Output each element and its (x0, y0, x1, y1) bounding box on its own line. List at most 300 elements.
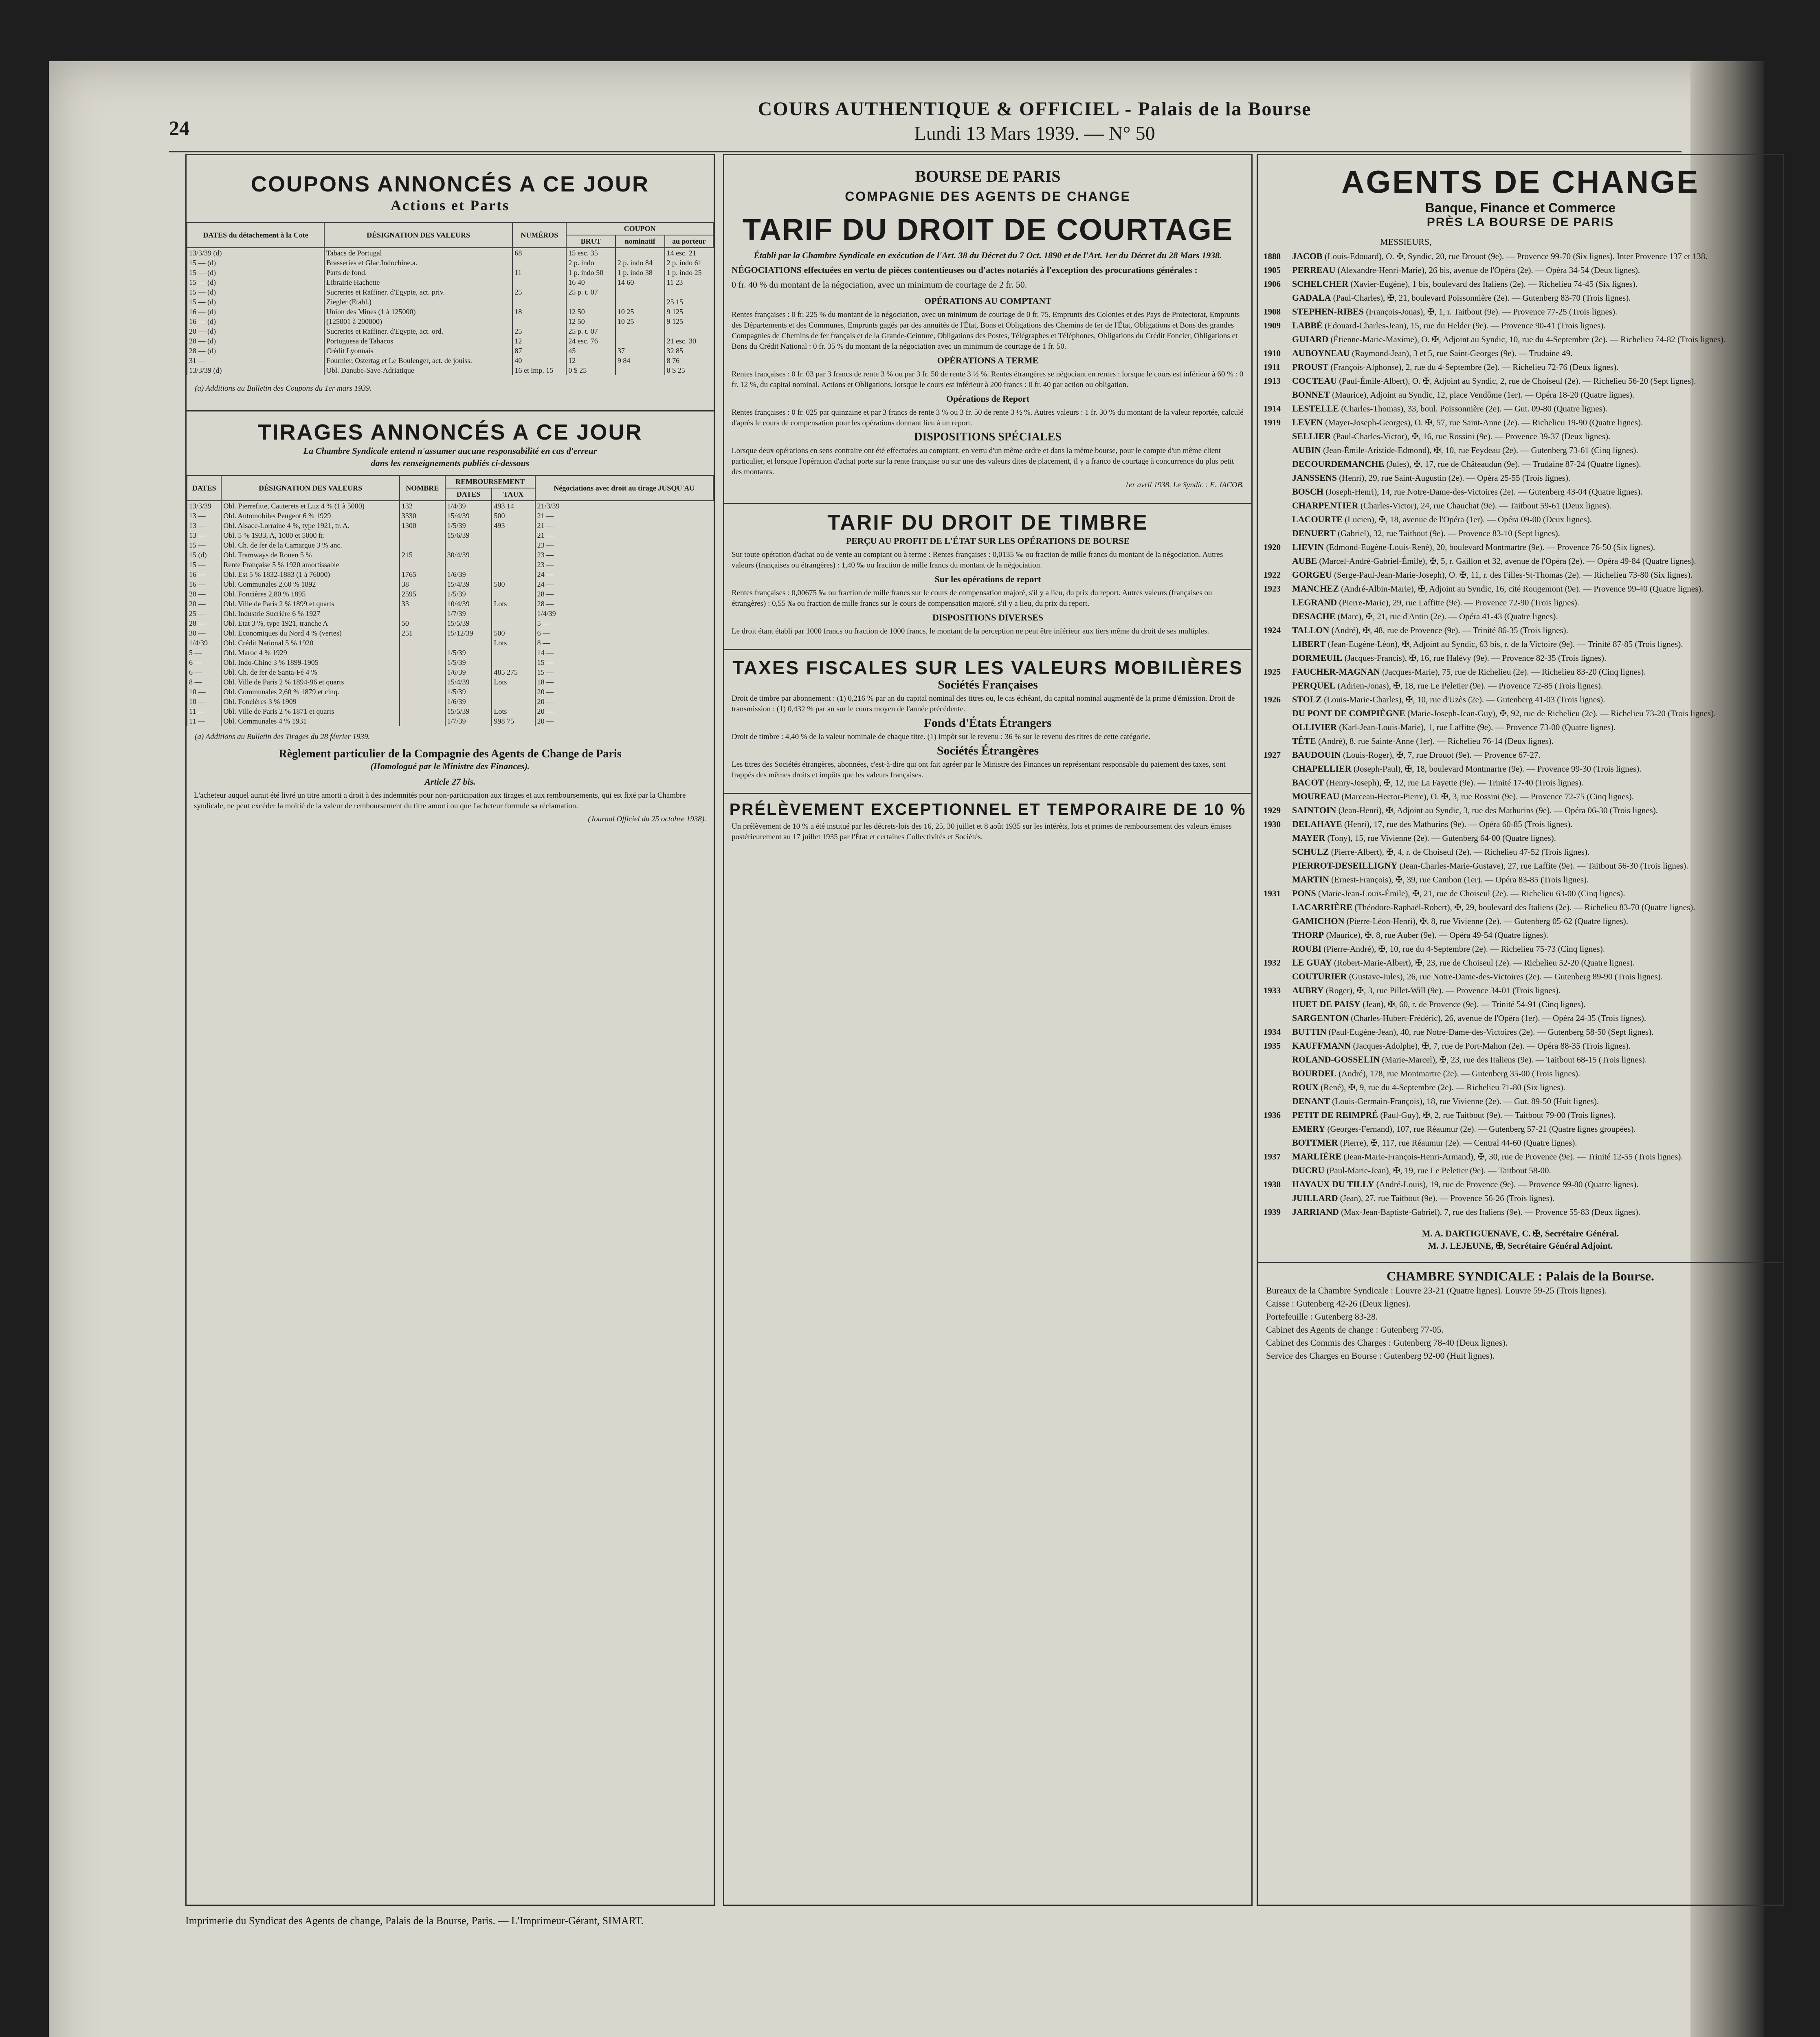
coupon-cell: Union des Mines (1 à 125000) (324, 307, 512, 317)
agent-entry (1264, 1151, 1777, 1162)
agent-details: (Théodore-Raphaël-Robert), ✠, 29, boulevard des Italiens (2e). — Richelieu 83-70 (Quatre lignes). (1354, 902, 1695, 912)
agent-name: LACARRIÈRE (1292, 902, 1352, 912)
agent-name: SCHULZ (1292, 847, 1329, 857)
agent-entry (1264, 680, 1777, 691)
tirages-subtitle-1: La Chambre Syndicale entend n'assumer aucune responsabilité en cas d'erreur (303, 446, 597, 456)
tirage-cell: Lots (492, 677, 535, 687)
coupon-cell: 24 esc. 76 (566, 336, 615, 346)
publication-date: Lundi 13 Mars 1939. — N° 50 (914, 123, 1155, 144)
societes-etrangeres-text: Les titres des Sociétés étrangères, abonnées, c'est-à-dire qui ont fait agréer par le Ministre des Finances un représentant responsable du paiement des taxes, sont frappés des mêmes droits et impôts que les valeurs françaises. (732, 760, 1226, 779)
tirage-row (187, 677, 713, 687)
coupon-cell: 1 p. indo 25 (665, 268, 713, 277)
coupon-cell (512, 277, 566, 287)
tirage-cell: Obl. Ville de Paris 2 % 1894-96 et quarts (221, 677, 400, 687)
agent-entry (1264, 348, 1777, 359)
agent-entry (1264, 458, 1777, 470)
tirage-cell: 500 (492, 511, 535, 521)
tirage-cell: 21 — (535, 530, 713, 540)
agent-name: LE GUAY (1292, 957, 1332, 968)
tirage-cell (400, 530, 445, 540)
agent-name: PERREAU (1292, 265, 1336, 275)
agent-details: (Marcel-André-Gabriel-Émile), ✠, 5, r. Gaillon et 32, avenue de l'Opéra (2e). — Opéra 49-84 (Quatre lignes). (1319, 556, 1696, 566)
tirage-cell: 16 — (187, 570, 221, 579)
agent-details: (Henry-Joseph), ✠, 12, rue La Fayette (9e). — Trinité 17-40 (Trois lignes). (1326, 778, 1584, 788)
agent-name: DENUERT (1292, 528, 1336, 538)
agent-entry (1264, 999, 1777, 1010)
agent-entry (1264, 888, 1777, 899)
agent-name: SCHELCHER (1292, 279, 1349, 289)
tirage-cell: Obl. Foncières 3 % 1909 (221, 697, 400, 706)
tirage-cell: Obl. Ch. de fer de la Camargue 3 % anc. (221, 540, 400, 550)
header-rule (169, 151, 1682, 152)
imprint-footer: Imprimerie du Syndicat des Agents de change, Palais de la Bourse, Paris. — L'Imprimeur-Gérant, SIMART. (185, 1915, 644, 1927)
agent-name: JACOB (1292, 251, 1323, 261)
tirage-cell: 1/4/39 (187, 638, 221, 648)
agent-details: (Adrien-Jonas), ✠, 18, rue Le Peletier (9e). — Provence 72-85 (Trois lignes). (1337, 681, 1603, 691)
coupons-group-coupon: COUPON (566, 222, 713, 235)
tirage-cell (445, 638, 492, 648)
messieurs-label: MESSIEURS, (1380, 237, 1432, 247)
terme-heading: OPÉRATIONS A TERME (937, 355, 1039, 365)
tirage-cell: 8 — (535, 638, 713, 648)
coupon-cell: 15 — (d) (187, 268, 324, 277)
chambre-line: Portefeuille : Gutenberg 83-28. (1266, 1311, 1378, 1322)
agent-details: (Paul-Eugène-Jean), 40, rue Notre-Dame-des-Victoires (2e). — Gutenberg 58-50 (Sept lignes). (1328, 1027, 1654, 1037)
tirage-cell: 1/5/39 (445, 648, 492, 658)
timbre-text: Sur toute opération d'achat ou de vente au comptant ou à terme : Rentes françaises : 0,0135 ‰ ou fraction de mille francs du montant de la négociation. Autres valeurs (françaises ou étrangères) : 1,40 ‰ ou fraction de mille francs du montant de la négociation. (732, 550, 1223, 570)
agent-year: 1909 (1264, 321, 1281, 330)
coupon-cell (615, 287, 665, 297)
agent-details: (Karl-Jean-Louis-Marie), 1, rue Laffitte (9e). — Provence 73-00 (Quatre lignes). (1339, 722, 1616, 732)
tirage-row (187, 638, 713, 648)
agent-name: EMERY (1292, 1124, 1325, 1134)
agent-name: AUBOYNEAU (1292, 348, 1350, 358)
coupon-cell: 12 (566, 356, 615, 365)
agent-name: BAUDOUIN (1292, 750, 1341, 760)
agent-name: MANCHEZ (1292, 583, 1339, 594)
tirage-row (187, 521, 713, 530)
coupon-cell: 16 — (d) (187, 317, 324, 326)
agent-entry (1264, 1026, 1777, 1038)
agent-details: (Xavier-Eugène), 1 bis, boulevard des Italiens (2e). — Richelieu 74-45 (Six lignes). (1350, 279, 1638, 289)
coupon-row (187, 346, 713, 356)
tirage-cell: 1/7/39 (445, 716, 492, 726)
agent-year: 1927 (1264, 750, 1281, 760)
agent-details: (Jean-Marie-François-Henri-Armand), ✠, 30, rue de Provence (9e). — Trinité 12-55 (Trois lignes). (1343, 1152, 1683, 1161)
tirage-cell: Obl. Ville de Paris 2 % 1899 et quarts (221, 599, 400, 609)
tirage-cell: Obl. Etat 3 %, type 1921, tranche A (221, 618, 400, 628)
coupon-cell (512, 317, 566, 326)
agent-name: PERQUEL (1292, 680, 1336, 691)
coupon-cell: 8 76 (665, 356, 713, 365)
agent-details: (Marie-Marcel), ✠, 23, rue des Italiens (9e). — Taitbout 68-15 (Trois lignes). (1382, 1055, 1647, 1065)
coupon-row (187, 326, 713, 336)
agent-details: (Marc), ✠, 21, rue d'Antin (2e). — Opéra 41-43 (Quatre lignes). (1337, 612, 1558, 621)
agent-entry (1264, 638, 1777, 650)
tirage-cell (492, 530, 535, 540)
coupon-cell (512, 297, 566, 307)
tirage-cell: 15/12/39 (445, 628, 492, 638)
coupon-row (187, 248, 713, 258)
agent-year: 1914 (1264, 404, 1281, 414)
bourse-heading: BOURSE DE PARIS (915, 167, 1061, 185)
agent-year: 1920 (1264, 542, 1281, 552)
tirage-cell: Obl. Tramways de Rouen 5 % (221, 550, 400, 560)
timbre-subtitle: PERÇU AU PROFIT DE L'ÉTAT SUR LES OPÉRATIONS DE BOURSE (846, 536, 1130, 546)
agent-entry (1264, 1179, 1777, 1190)
coupon-cell: 45 (566, 346, 615, 356)
agent-name: BOSCH (1292, 486, 1324, 497)
tirage-cell: 15 — (187, 540, 221, 550)
coupon-cell: 37 (615, 346, 665, 356)
agent-entry (1264, 292, 1777, 304)
agent-entry (1264, 735, 1777, 747)
courtage-title: TARIF DU DROIT DE COURTAGE (742, 213, 1233, 246)
tirage-cell: 6 — (187, 667, 221, 677)
agent-entry (1264, 860, 1777, 871)
tirage-row (187, 618, 713, 628)
coupons-col-porteur: au porteur (665, 235, 713, 248)
tirages-col-designation: DÉSIGNATION DES VALEURS (221, 475, 400, 501)
coupon-cell: Fournier, Ostertag et Le Boulenger, act. de jouiss. (324, 356, 512, 365)
agent-details: (Raymond-Jean), 3 et 5, rue Saint-Georges (9e). — Trudaine 49. (1352, 348, 1573, 358)
tirage-row (187, 579, 713, 589)
coupon-cell: 15 — (d) (187, 287, 324, 297)
agent-details: (Ernest-François), ✠, 39, rue Cambon (1er). — Opéra 83-85 (Trois lignes). (1331, 875, 1589, 884)
agent-details: (André-Louis), 19, rue de Provence (9e). — Provence 99-80 (Quatre lignes). (1376, 1179, 1639, 1189)
article-number: Article 27 bis. (424, 777, 476, 787)
coupon-cell (615, 326, 665, 336)
agent-details: (Georges-Fernand), 107, rue Réaumur (2e). — Gutenberg 57-21 (Quatre lignes groupées). (1327, 1124, 1636, 1134)
coupon-cell: Ziegler (Etabl.) (324, 297, 512, 307)
tirage-cell (492, 697, 535, 706)
agent-details: (André-Albin-Marie), ✠, Adjoint au Syndic, 16, cité Rougemont (9e). — Provence 99-40 (Quatre lignes). (1341, 584, 1704, 594)
coupon-cell: 25 15 (665, 297, 713, 307)
compagnie-heading: COMPAGNIE DES AGENTS DE CHANGE (845, 189, 1131, 204)
coupon-cell: 0 $ 25 (566, 365, 615, 375)
agent-name: LESTELLE (1292, 403, 1339, 414)
coupon-cell: Portuguesa de Tabacos (324, 336, 512, 346)
agent-entry (1264, 1137, 1777, 1148)
tirage-cell: 20 — (535, 687, 713, 697)
agent-details: (Serge-Paul-Jean-Marie-Joseph), O. ✠, 11, r. des Filles-St-Thomas (2e). — Richelieu 73-80 (Six lignes). (1334, 570, 1693, 580)
coupon-row (187, 307, 713, 317)
tirage-cell: 21 — (535, 521, 713, 530)
agent-details: (Roger), ✠, 3, rue Pillet-Will (9e). — Provence 34-01 (Trois lignes). (1325, 986, 1561, 995)
tirage-cell: 1/6/39 (445, 697, 492, 706)
agent-entry (1264, 915, 1777, 927)
agent-name: JARRIAND (1292, 1207, 1339, 1217)
agent-entry (1264, 583, 1777, 594)
tirage-cell: 1/7/39 (445, 609, 492, 618)
tirage-cell: 493 14 (492, 501, 535, 511)
coupon-row (187, 317, 713, 326)
agent-details: (René), ✠, 9, rue du 4-Septembre (2e). — Richelieu 71-80 (Six lignes). (1321, 1082, 1565, 1092)
agent-entry (1264, 749, 1777, 761)
tirage-cell: Obl. Ville de Paris 2 % 1871 et quarts (221, 706, 400, 716)
tirage-cell: 23 — (535, 550, 713, 560)
tirage-row (187, 697, 713, 706)
coupon-cell: 13/3/39 (d) (187, 248, 324, 258)
agent-name: CHARPENTIER (1292, 500, 1358, 510)
tirage-cell: 2595 (400, 589, 445, 599)
agent-name: AUBRY (1292, 985, 1324, 995)
tirage-cell: 28 — (535, 589, 713, 599)
agent-name: FAUCHER-MAGNAN (1292, 667, 1380, 677)
tirage-cell: 3330 (400, 511, 445, 521)
agent-entry (1264, 375, 1777, 387)
tirage-cell (492, 687, 535, 697)
agent-name: THORP (1292, 930, 1324, 940)
coupon-cell: Parts de fond. (324, 268, 512, 277)
coupon-cell (615, 297, 665, 307)
agent-details: (Jean-Henri), ✠, Adjoint au Syndic, 3, rue des Mathurins (9e). — Opéra 06-30 (Trois lignes). (1338, 805, 1658, 815)
agent-name: DECOURDEMANCHE (1292, 459, 1385, 469)
chambre-lines (1258, 1285, 1783, 1362)
coupon-cell: 32 85 (665, 346, 713, 356)
agent-name: LIEVIN (1292, 542, 1324, 552)
tirage-cell: 485 275 (492, 667, 535, 677)
agent-details: (André), 178, rue Montmartre (2e). — Gutenberg 35-00 (Trois lignes). (1339, 1069, 1580, 1078)
tirage-cell: Obl. Indo-Chine 3 % 1899-1905 (221, 658, 400, 667)
agent-entry (1264, 1012, 1777, 1024)
coupon-cell: 20 — (d) (187, 326, 324, 336)
agent-entry (1264, 666, 1777, 678)
dispositions-text: Lorsque deux opérations en sens contraire ont été effectuées au comptant, en vertu d'un même ordre et dans la même bourse, pour le compte d'un même client particulier, et lorsque l'opération d'achat porte sur la rente française ou sur une des valeurs dites de placement, il y a franco de courtage à concurrence du plus petit des montants. (732, 447, 1234, 476)
agent-name: CHAPELLIER (1292, 763, 1352, 774)
tirage-cell (400, 667, 445, 677)
tirage-cell (400, 687, 445, 697)
agent-name: BOTTMER (1292, 1137, 1338, 1148)
tirage-cell: 1/4/39 (445, 501, 492, 511)
agent-year: 1911 (1264, 362, 1280, 372)
tirage-cell (400, 706, 445, 716)
agent-name: MAYER (1292, 833, 1325, 843)
agent-entry (1264, 361, 1777, 373)
fonds-etrangers-heading: Fonds d'États Étrangers (924, 716, 1052, 730)
agent-name: SELLIER (1292, 431, 1331, 441)
agent-name: MARTIN (1292, 874, 1329, 884)
tirage-cell: 15 — (535, 658, 713, 667)
tirage-row (187, 706, 713, 716)
agent-details: (François-Alphonse), 2, rue du 4-Septembre (2e). — Richelieu 72-76 (Deux lignes). (1330, 362, 1619, 372)
agent-name: DENANT (1292, 1096, 1330, 1106)
agent-name: HAYAUX DU TILLY (1292, 1179, 1374, 1189)
agent-details: (Henri), 17, rue des Mathurins (9e). — Opéra 60-85 (Trois lignes). (1344, 819, 1573, 829)
coupons-col-numeros: NUMÉROS (512, 222, 566, 248)
coupon-cell: 12 50 (566, 317, 615, 326)
tirage-cell (400, 677, 445, 687)
agent-entry (1264, 264, 1777, 276)
tirage-row (187, 648, 713, 658)
coupon-cell: 28 — (d) (187, 346, 324, 356)
agent-name: DESACHE (1292, 611, 1336, 621)
agent-name: OLLIVIER (1292, 722, 1337, 732)
tirages-group-remboursement: REMBOURSEMENT (445, 475, 535, 488)
tirage-cell (492, 560, 535, 570)
tirage-cell: Lots (492, 599, 535, 609)
tirage-cell: 13 — (187, 530, 221, 540)
agent-entry (1264, 625, 1777, 636)
tirage-cell: 998 75 (492, 716, 535, 726)
coupon-cell (512, 258, 566, 268)
agent-entry (1264, 500, 1777, 511)
tirage-cell: 1765 (400, 570, 445, 579)
agent-details: (Charles-Victor), 24, rue Chauchat (9e). — Taitbout 59-61 (Deux lignes). (1360, 501, 1611, 510)
agent-year: 1929 (1264, 805, 1281, 815)
agent-details: (Max-Jean-Baptiste-Gabriel), 7, rue des Italiens (9e). — Provence 55-83 (Deux lignes). (1341, 1207, 1640, 1217)
agent-year: 1913 (1264, 376, 1281, 386)
agent-details: (Edmond-Eugène-Louis-René), 20, boulevard Montmartre (9e). — Provence 76-50 (Six lignes). (1326, 542, 1655, 552)
agent-entry (1264, 320, 1777, 331)
agent-name: TALLON (1292, 625, 1330, 635)
coupon-cell: Sucreries et Raffiner. d'Egypte, act. priv. (324, 287, 512, 297)
agent-name: LIBERT (1292, 639, 1326, 649)
agent-name: JUILLARD (1292, 1193, 1338, 1203)
comptant-heading: OPÉRATIONS AU COMPTANT (924, 296, 1052, 306)
agent-entry (1264, 1192, 1777, 1204)
tirage-cell: 1/5/39 (445, 658, 492, 667)
report-heading: Opérations de Report (946, 394, 1030, 404)
tirage-row (187, 511, 713, 521)
report-text: Rentes françaises : 0 fr. 025 par quinzaine et par 3 francs de rente 3 % ou 3 fr. 50 de rente 3 ½ %. Autres valeurs : 1 fr. 30 % du montant de la valeur reportée, calculé d'après le cours de compensation pour les opérations donnant lieu à un report. (732, 408, 1244, 427)
agent-entry (1264, 1123, 1777, 1135)
tirage-cell: 6 — (535, 628, 713, 638)
agent-details: (Jean-Émile-Aristide-Edmond), ✠, 10, rue Feydeau (2e). — Gutenberg 73-61 (Cinq lignes). (1323, 445, 1638, 455)
coupon-cell: Obl. Danube-Save-Adriatique (324, 365, 512, 375)
agent-details: (Pierre-André), ✠, 10, rue du 4-Septembre (2e). — Richelieu 75-73 (Cinq lignes). (1323, 944, 1605, 954)
agent-entry (1264, 306, 1777, 317)
agent-details: (Marie-Jean-Louis-Émile), ✠, 21, rue de Choiseul (2e). — Richelieu 63-00 (Cinq lignes). (1318, 889, 1625, 898)
tirage-cell: 1/4/39 (535, 609, 713, 618)
coupon-cell: 1 p. indo 50 (566, 268, 615, 277)
negociations-heading: NÉGOCIATIONS effectuées en vertu de pièces contentieuses ou d'actes notariés à l'exception des procurations générales : (732, 265, 1198, 275)
coupon-cell (665, 326, 713, 336)
tirage-cell: 251 (400, 628, 445, 638)
agent-entry (1264, 818, 1777, 830)
tirage-cell: Obl. Alsace-Lorraine 4 %, type 1921, tr. A. (221, 521, 400, 530)
coupon-cell: 1 p. indo 38 (615, 268, 665, 277)
agent-name: PETIT DE REIMPRÉ (1292, 1110, 1378, 1120)
agent-details: (Paul-Guy), ✠, 2, rue Taitbout (9e). — Taitbout 79-00 (Trois lignes). (1380, 1110, 1616, 1120)
coupon-cell: 40 (512, 356, 566, 365)
tirage-cell: 28 — (187, 618, 221, 628)
tirage-cell: 21 — (535, 511, 713, 521)
tirage-row (187, 609, 713, 618)
tirage-cell: Obl. Est 5 % 1832-1883 (1 à 76000) (221, 570, 400, 579)
agent-details: (Jean-Eugène-Léon), ✠, Adjoint au Syndic, 63 bis, r. de la Victoire (9e). — Trinité 87-85 (Trois lignes). (1328, 639, 1683, 649)
coupon-row (187, 365, 713, 375)
tirage-cell (492, 540, 535, 550)
dispositions-heading: DISPOSITIONS SPÉCIALES (914, 431, 1062, 443)
coupons-subtitle: Actions et Parts (391, 197, 510, 213)
article-ref: (Journal Officiel du 25 octobre 1938). (588, 815, 706, 823)
agent-entry (1264, 444, 1777, 456)
agent-details: (Paul-Charles), ✠, 21, boulevard Poissonnière (2e). — Gutenberg 83-70 (Trois lignes). (1333, 293, 1631, 303)
agents-subtitle: Banque, Finance et Commerce (1425, 200, 1616, 215)
tirage-cell: Obl. Communales 4 % 1931 (221, 716, 400, 726)
agent-details: (Mayer-Joseph-Georges), O. ✠, 57, rue Saint-Anne (2e). — Richelieu 19-90 (Quatre lignes). (1325, 418, 1643, 427)
coupon-cell: 2 p. indo 84 (615, 258, 665, 268)
tirage-cell: 5 — (187, 648, 221, 658)
tirage-cell (400, 540, 445, 550)
agent-details: (Jean-Charles-Marie-Gustave), 27, rue Laffite (9e). — Taitbout 56-30 (Trois lignes). (1399, 861, 1688, 871)
tirage-cell (445, 560, 492, 570)
coupon-cell: 10 25 (615, 317, 665, 326)
coupon-cell (615, 365, 665, 375)
tirage-cell: 20 — (535, 716, 713, 726)
tirage-cell: 15/4/39 (445, 677, 492, 687)
tirage-cell (400, 716, 445, 726)
tirage-cell: 15 (d) (187, 550, 221, 560)
tirage-cell: 20 — (187, 589, 221, 599)
tirage-cell: 132 (400, 501, 445, 511)
coupon-cell: 14 esc. 21 (665, 248, 713, 258)
agent-name: DELAHAYE (1292, 819, 1342, 829)
agent-entry (1264, 472, 1777, 484)
agent-name: GORGEU (1292, 570, 1332, 580)
agent-details: (Jean), ✠, 60, r. de Provence (9e). — Trinité 54-91 (Cinq lignes). (1363, 999, 1586, 1009)
coupon-cell: 15 — (d) (187, 277, 324, 287)
coupon-cell: 21 esc. 30 (665, 336, 713, 346)
agent-entry (1264, 417, 1777, 428)
agent-entry (1264, 902, 1777, 913)
coupon-cell: 87 (512, 346, 566, 356)
tirage-cell (492, 589, 535, 599)
agent-year: 1905 (1264, 265, 1281, 275)
agent-entry (1264, 541, 1777, 553)
tirage-cell: 500 (492, 579, 535, 589)
tirage-cell: 10 — (187, 697, 221, 706)
agent-entry (1264, 874, 1777, 885)
coupon-cell: 18 (512, 307, 566, 317)
agent-entry (1264, 555, 1777, 567)
tirage-cell: 21/3/39 (535, 501, 713, 511)
agent-entry (1264, 1040, 1777, 1051)
agent-name: PIERROT-DESEILLIGNY (1292, 860, 1398, 871)
coupons-col-designation: DÉSIGNATION DES VALEURS (324, 222, 512, 248)
agent-name: GUIARD (1292, 334, 1329, 344)
agent-details: (André), 8, rue Sainte-Anne (1er). — Richelieu 76-14 (Deux lignes). (1318, 736, 1554, 746)
agents-list (1258, 251, 1783, 1218)
tirage-cell: 16 — (187, 579, 221, 589)
agent-entry (1264, 431, 1777, 442)
agent-name: PONS (1292, 888, 1316, 898)
agent-name: GAMICHON (1292, 916, 1345, 926)
agent-year: 1926 (1264, 695, 1281, 704)
agent-name: BONNET (1292, 389, 1330, 400)
report-timbre-text: Rentes françaises : 0,00675 ‰ ou fraction de mille francs sur le cours de compensation majoré, s'il y a lieu, du prix du report. Autres valeurs (françaises ou étrangères) : 0,55 ‰ ou fraction de mille francs sur le cours de compensation majoré, s'il y a lieu, du prix du report. (732, 589, 1212, 608)
chambre-line: Bureaux de la Chambre Syndicale : Louvre 23-21 (Quatre lignes). Louvre 59-25 (Trois lignes). (1266, 1285, 1607, 1296)
tirage-cell (492, 658, 535, 667)
agent-entry (1264, 1109, 1777, 1121)
coupon-cell: 15 — (d) (187, 258, 324, 268)
tirage-row (187, 550, 713, 560)
coupon-cell: Crédit Lyonnais (324, 346, 512, 356)
societes-francaises-heading: Sociétés Françaises (938, 678, 1038, 691)
fonds-etrangers-text: Droit de timbre : 4,40 % de la valeur nominale de chaque titre. (1) Impôt sur le revenu : 36 % sur le revenu des titres de cette catégorie. (732, 733, 1151, 741)
tirages-table (187, 475, 714, 726)
agent-details: (Pierre-Léon-Henri), ✠, 8, rue Vivienne (2e). — Gutenberg 05-62 (Quatre lignes). (1346, 916, 1628, 926)
tirage-cell: 15/4/39 (445, 511, 492, 521)
coupon-cell: 0 $ 25 (665, 365, 713, 375)
coupon-cell: Tabacs de Portugal (324, 248, 512, 258)
tirage-cell: Obl. Automobiles Peugeot 6 % 1929 (221, 511, 400, 521)
agent-entry (1264, 722, 1777, 733)
agent-entry (1264, 694, 1777, 705)
agent-name: HUET DE PAISY (1292, 999, 1361, 1009)
negociations-rate: 0 fr. 40 % du montant de la négociation, avec un minimum de courtage de 2 fr. 50. (732, 279, 1027, 290)
